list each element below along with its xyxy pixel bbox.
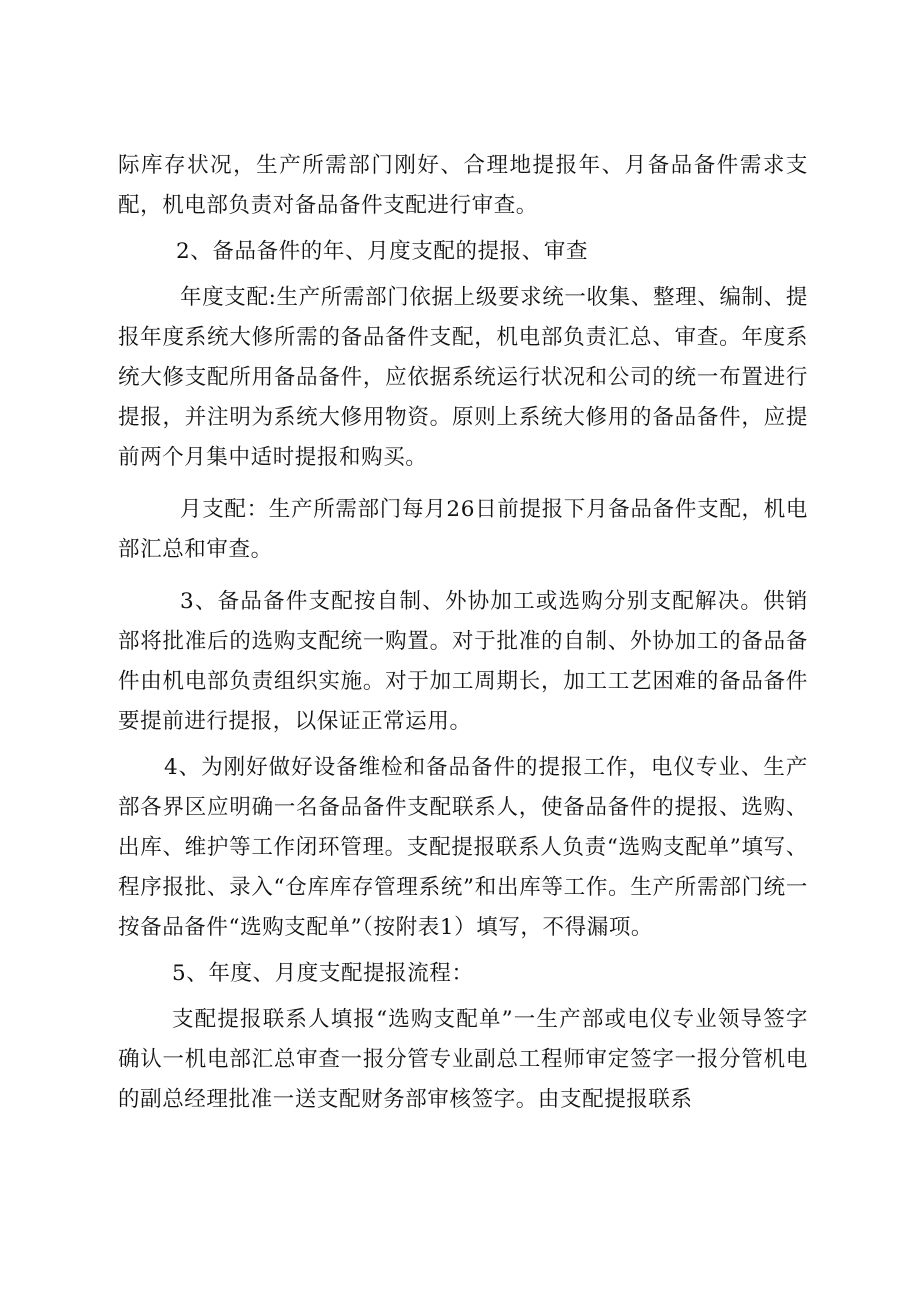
document-body — [118, 146, 808, 1120]
paragraph-item-4: 4、为刚好做好设备维检和备品备件的提报工作，电仪专业、生产部各界区应明确一名备品备件支配联系人，使备品备件的提报、选购、出库、维护等工作闭环管理。支配提报联系人负责“选购支配单”填写、程序报批、录入“仓库库存管理系统”和出库等工作。生产所需部门统一按备品备件“选购支配单”（按附表1）填写，不得漏项。 — [118, 755, 808, 940]
paragraph-process-flow: 支配提报联系人填报“选购支配单”一生产部或电仪专业领导签字确认一机电部汇总审查一报分管专业副总工程师审定签字一报分管机电的副总经理批准一送支配财务部审核签字。由支配提报联系 — [118, 1007, 808, 1112]
paragraph-monthly-plan: 月支配：生产所需部门每月26日前提报下月备品备件支配，机电部汇总和审查。 — [118, 497, 808, 562]
paragraph-heading-2: 2、备品备件的年、月度支配的提报、审查 — [176, 239, 589, 264]
paragraph-annual-plan: 年度支配:生产所需部门依据上级要求统一收集、整理、编制、提报年度系统大修所需的备品备件支配，机电部负责汇总、审查。年度系统大修支配所用备品备件，应依据系统运行状况和公司的统一布置进行提报，并注明为系统大修用物资。原则上系统大修用的备品备件，应提前两个月集中适时提报和购买。 — [118, 285, 808, 470]
paragraph-heading-5: 5、年度、月度支配提报流程： — [172, 961, 474, 986]
paragraph-inventory-continuation: 际库存状况，生产所需部门刚好、合理地提报年、月备品备件需求支配，机电部负责对备品备件支配进行审查。 — [118, 153, 808, 218]
paragraph-item-3: 3、备品备件支配按自制、外协加工或选购分别支配解决。供销部将批准后的选购支配统一购置。对于批准的自制、外协加工的备品备件由机电部负责组织实施。对于加工周期长，加工工艺困难的备品备件要提前进行提报，以保证正常运用。 — [118, 589, 808, 734]
